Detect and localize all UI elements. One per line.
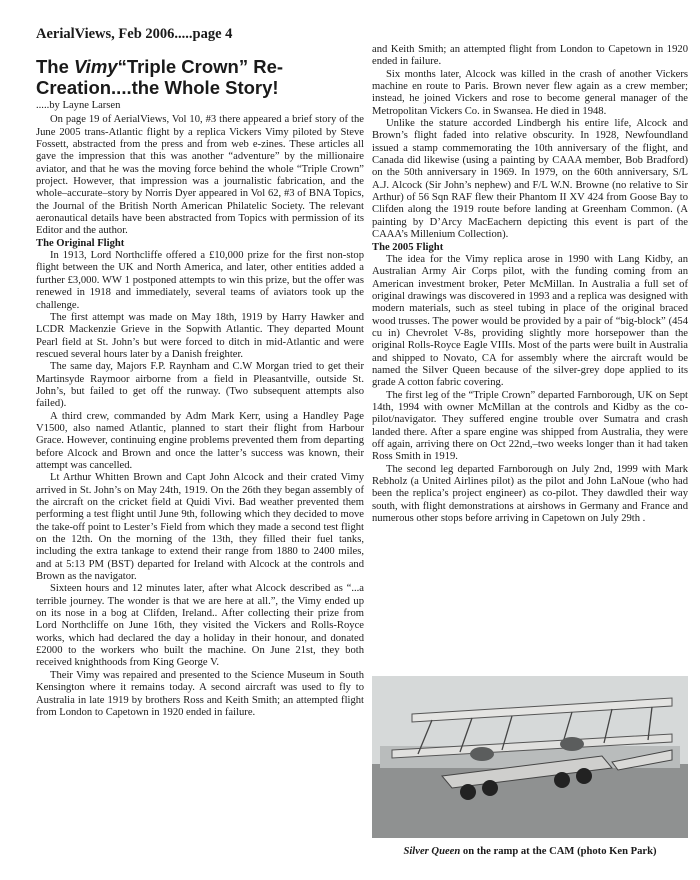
right-column <box>372 44 688 525</box>
section-heading-original-flight: The Original Flight <box>36 237 125 249</box>
vimy-biplane-photo <box>372 676 688 838</box>
paragraph-9: Unlike the stature accorded Lindbergh his entire life, Alcock and Brown’s flight faded into relative obscurity. In 1928, Newfoundland issued a stamp commemorating the 10th anniversary of the flight, and Canada did likewise (using a painting by CAAA member, Bob Bradford) on the 50th anniversary in 1969. In 1979, on the 60th anniversary, S/L A.J. Alcock (Sir John’s nephew) and F/L W.N. Browne (no relative to Sir Arthur) of 56 Sqn RAF flew their Phantom II XV 424 from Goose Bay to Clifden along the 1919 route before landing at Greenham Common. (A painting by D’Arcy MacEachern depicting this event is part of the CAAA’s Millenium Collection). <box>372 118 688 241</box>
paragraph-12: The second leg departed Farnborough on July 2nd, 1999 with Mark Rebholz (a United Airlines pilot) as the pilot and John LaNoue (who had been the replica’s project engineer) as co-pilot. They dawdled their way south, with flight demonstrations at airshows in Germany and France and numerous other stops before arriving in Capetown on July 29th . <box>372 463 688 525</box>
paragraph-1: In 1913, Lord Northcliffe offered a £10,000 prize for the first non-stop flight between the UK and North America, and later, other entities added a further £3,000. WW 1 postponed attempts to win this prize, but the offer was renewed in 1918 and immediately, several teams of aviators took up the challenge. <box>36 250 364 311</box>
running-head: AerialViews, Feb 2006.....page 4 <box>36 26 233 42</box>
paragraph-10: The idea for the Vimy replica arose in 1990 with Lang Kidby, an Australian Army Air Corps pilot, with the funding coming from an American investment broker, Peter McMillan. In Australia a full set of original drawings was discovered in 1993 and a replica was designed with modern materials, such as steel tubing in place of the original braced wood trusses. The power would be provided by a pair of “big-block” (454 cu in) Chevrolet V-8s, providing slightly more horsepower than the original Rolls-Royce Eagle VIIIs. Most of the parts were built in Australia and shipped to Novato, CA for assembly where the aircraft would be named the Silver Queen because of the silver-grey dope applied to its grade A cotton fabric covering. <box>372 253 688 389</box>
paragraph-7: Their Vimy was repaired and presented to the Science Museum in South Kensington where it remains today. A second aircraft was used to fly to Australia in late 1919 by brothers Ross and Keith Smith; an attempted flight from London to Capetown in 1920 ended in failure. <box>36 669 364 718</box>
paragraph-6: Sixteen hours and 12 minutes later, after what Alcock described as “...a terrible journey. The wonder is that we are here at all.”, the Vimy ended up on its nose in a bog at Clifden, Ireland.. After collecting their prize from Lord Northcliffe on June 16th, they visited the Vickers and Rolls-Royce works, which had declared the day a holiday in their honour, and donated £2000 to the workers who built the machine. On June 21st, they both received knighthoods from King George V. <box>36 583 364 669</box>
left-column <box>36 44 364 718</box>
section-heading-2005-flight: The 2005 Flight <box>372 241 444 253</box>
paragraph-11: The first leg of the “Triple Crown” departed Farnborough, UK on Sept 14th, 1994 with owner McMillan at the controls and Kidby as the co-pilot/navigator. They suffered engine trouble over Sumatra and crash landed there. After a spare engine was shipped from Australia, they were off again, arriving there on Oct 22nd,–two weeks longer than it had taken Ross Smith in 1919. <box>372 389 688 463</box>
paragraph-4: A third crew, commanded by Adm Mark Kerr, using a Handley Page V1500, also named Atlantic, planned to start their flight from Harbour Grace. However, continuing engine problems prevented them from departing before Alcock and Brown and once the latter’s success was known, their attempt was cancelled. <box>36 410 364 471</box>
intro-paragraph: On page 19 of AerialViews, Vol 10, #3 there appeared a brief story of the June 2005 trans-Atlantic flight by a replica Vickers Vimy piloted by Steve Fossett, abstracted from the press and from web e-zines. These articles all gave the impression that this was another “adventure” by the millionaire aviator, and that he was the moving force behind the whole “Triple Crown” project. However, that impression was a journalistic fabrication, and the whole–accurate–story by Norris Dyer appeared in Vol 62, #3 of BNA Topics, the Journal of the British North American Philatelic Society. The relevant aeronautical details have been abstracted from Topics with permission of its Editor and the author. <box>36 114 364 237</box>
title-part-1: The <box>36 56 75 77</box>
paragraph-3: The same day, Majors F.P. Raynham and C.W Morgan tried to get their Martinsyde Raymoor airborne from a field in Pleasantville, outside St. John’s, but failed to get off the runway. (Two subsequent attempts also failed). <box>36 361 364 410</box>
paragraph-8: Six months later, Alcock was killed in the crash of another Vickers machine en route to Paris. Brown never flew again as a crew member; instead, he joined Vickers and rose to become general manager of the Metropolitan Vickers Co. in Swansea. He died in 1948. <box>372 68 688 117</box>
photo-caption <box>372 846 688 857</box>
paragraph-7-continued: and Keith Smith; an attempted flight from London to Capetown in 1920 ended in failure. <box>372 44 688 68</box>
title-italic-vimy: Vimy <box>74 56 118 77</box>
caption-italic: Silver Queen <box>403 846 461 857</box>
paragraph-5: Lt Arthur Whitten Brown and Capt John Alcock and their crated Vimy arrived in St. John’s on May 24th, 1919. On the 26th they began assembly of the aircraft on the cricket field at Quidi Vivi. Bad weather prevented them performing a test flight until June 9th, following which they decided to move the take-off point to Lester’s Field from which they made a second test flight on the 12th. On the morning of the 13th, they filled their fuel tanks, including the extra tankage to extend their range from 1880 to 2400 miles, and at 5:13 PM (BST) departed for Ireland with Alcock at the controls and Brown as the navigator. <box>36 472 364 583</box>
caption-text: on the ramp at the CAM (photo Ken Park) <box>460 846 657 857</box>
title-part-2: “Triple Crown” Re-Creation....the Whole Story! <box>36 56 284 98</box>
article-title <box>36 56 364 98</box>
paragraph-2: The first attempt was made on May 18th, 1919 by Harry Hawker and LCDR Mackenzie Grieve in the Sopwith Atlantic. They departed Mount Pearl field at St. John’s but were forced to ditch in mid-Atlantic and were rescued several hours later by a Danish freighter. <box>36 311 364 360</box>
biplane-illustration <box>372 676 688 838</box>
byline: .....by Layne Larsen <box>36 100 121 111</box>
